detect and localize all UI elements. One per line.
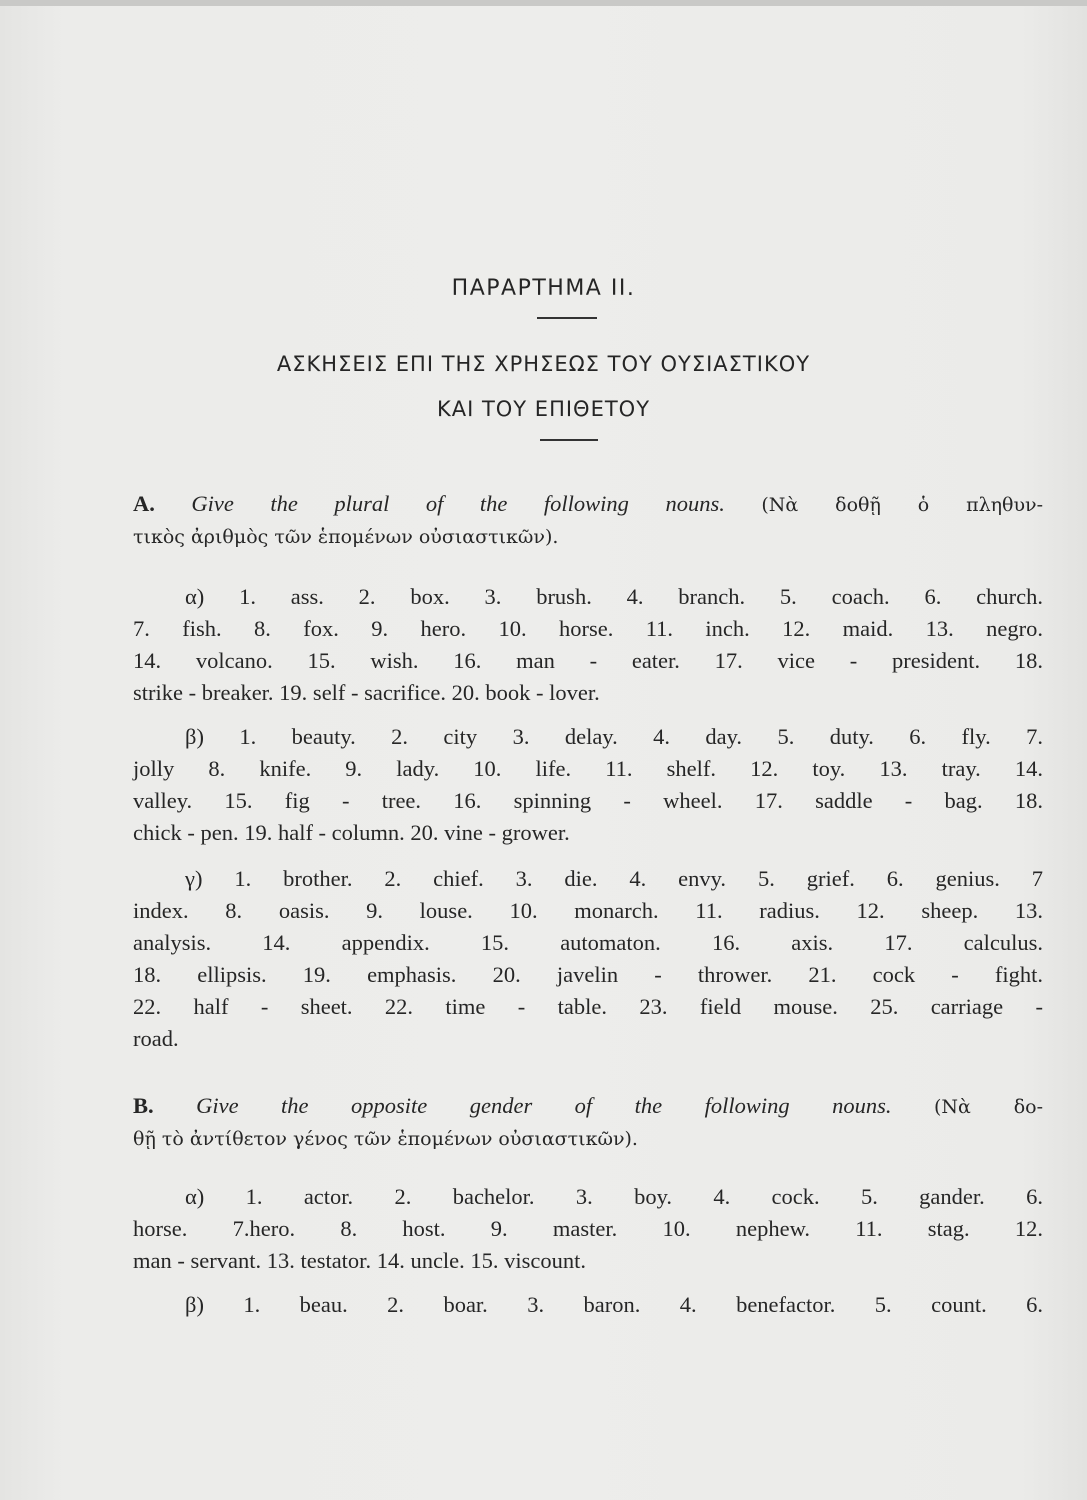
exercise-line: chick - pen. 19. half - column. 20. vine - grower. xyxy=(133,820,570,845)
title-divider xyxy=(537,317,597,319)
section-b-heading xyxy=(133,1090,1043,1154)
exercise-line: γ) 1. brother. 2. chief. 3. die. 4. envy. 5. grief. 6. genius. 7 xyxy=(185,866,1043,891)
exercise-line: horse. 7.hero. 8. host. 9. master. 10. nephew. 11. stag. 12. xyxy=(133,1216,1043,1241)
section-b-greek-1: (Νὰ δο- xyxy=(933,1096,1043,1118)
section-a-gamma xyxy=(133,863,1043,1055)
section-b-label: B. xyxy=(133,1093,154,1118)
section-a-line-2 xyxy=(133,520,1043,552)
section-b-line-2 xyxy=(133,1122,1043,1154)
section-a-heading xyxy=(133,488,1043,552)
exercise-line: index. 8. oasis. 9. louse. 10. monarch. 11. radius. 12. sheep. 13. xyxy=(133,898,1043,923)
section-a-greek-2: τικὸς ἀριθμὸς τῶν ἑπομένων οὐσιαστικῶν). xyxy=(133,526,559,548)
exercise-line: α) 1. ass. 2. box. 3. brush. 4. branch. 5. coach. 6. church. xyxy=(185,584,1043,609)
section-b-instruction: Give the opposite gender of the following nouns. xyxy=(196,1093,892,1118)
exercise-line: 18. ellipsis. 19. emphasis. 20. javelin - thrower. 21. cock - fight. xyxy=(133,962,1043,987)
page-top-edge xyxy=(0,0,1087,6)
appendix-title: ΠΑΡΑΡΤΗΜΑ ΙΙ. xyxy=(451,276,636,301)
exercise-line: 22. half - sheet. 22. time - table. 23. field mouse. 25. carriage - xyxy=(133,994,1043,1019)
subtitle-divider xyxy=(540,439,598,441)
exercise-line: man - servant. 13. testator. 14. uncle. 15. viscount. xyxy=(133,1248,587,1273)
exercise-line: 14. volcano. 15. wish. 16. man - eater. 17. vice - president. 18. xyxy=(133,648,1043,673)
exercise-line: road. xyxy=(133,1026,179,1051)
exercise-line: jolly 8. knife. 9. lady. 10. life. 11. shelf. 12. toy. 13. tray. 14. xyxy=(133,756,1043,781)
exercise-line: strike - breaker. 19. self - sacrifice. 20. book - lover. xyxy=(133,680,600,705)
exercise-line: β) 1. beauty. 2. city 3. delay. 4. day. 5. duty. 6. fly. 7. xyxy=(185,724,1043,749)
section-a-greek-1: (Νὰ δοθῇ ὁ πληθυν- xyxy=(761,494,1044,516)
section-a-label: A. xyxy=(133,491,155,516)
section-b-beta xyxy=(133,1289,1043,1321)
section-a-instruction: Give the plural of the following nouns. xyxy=(191,491,725,516)
exercise-line: 7. fish. 8. fox. 9. hero. 10. horse. 11. inch. 12. maid. 13. negro. xyxy=(133,616,1043,641)
section-b-greek-2: θῇ τὸ ἀντίθετον γένος τῶν ἑπομένων οὐσιαστικῶν). xyxy=(133,1128,638,1150)
section-b-alpha xyxy=(133,1181,1043,1277)
subtitle-line-2: ΚΑΙ ΤΟΥ ΕΠΙΘΕΤΟΥ xyxy=(436,397,651,421)
exercise-line: valley. 15. fig - tree. 16. spinning - wheel. 17. saddle - bag. 18. xyxy=(133,788,1043,813)
section-a-beta xyxy=(133,721,1043,849)
exercise-line: α) 1. actor. 2. bachelor. 3. boy. 4. cock. 5. gander. 6. xyxy=(185,1184,1043,1209)
section-a-line-1 xyxy=(133,488,1043,520)
section-b-line-1 xyxy=(133,1090,1043,1122)
section-a-alpha xyxy=(133,581,1043,709)
subtitle-line-1: ΑΣΚΗΣΕΙΣ ΕΠΙ ΤΗΣ ΧΡΗΣΕΩΣ ΤΟΥ ΟΥΣΙΑΣΤΙΚΟΥ xyxy=(276,352,811,376)
exercise-line: analysis. 14. appendix. 15. automaton. 16. axis. 17. calculus. xyxy=(133,930,1043,955)
exercise-line: β) 1. beau. 2. boar. 3. baron. 4. benefactor. 5. count. 6. xyxy=(185,1292,1043,1317)
